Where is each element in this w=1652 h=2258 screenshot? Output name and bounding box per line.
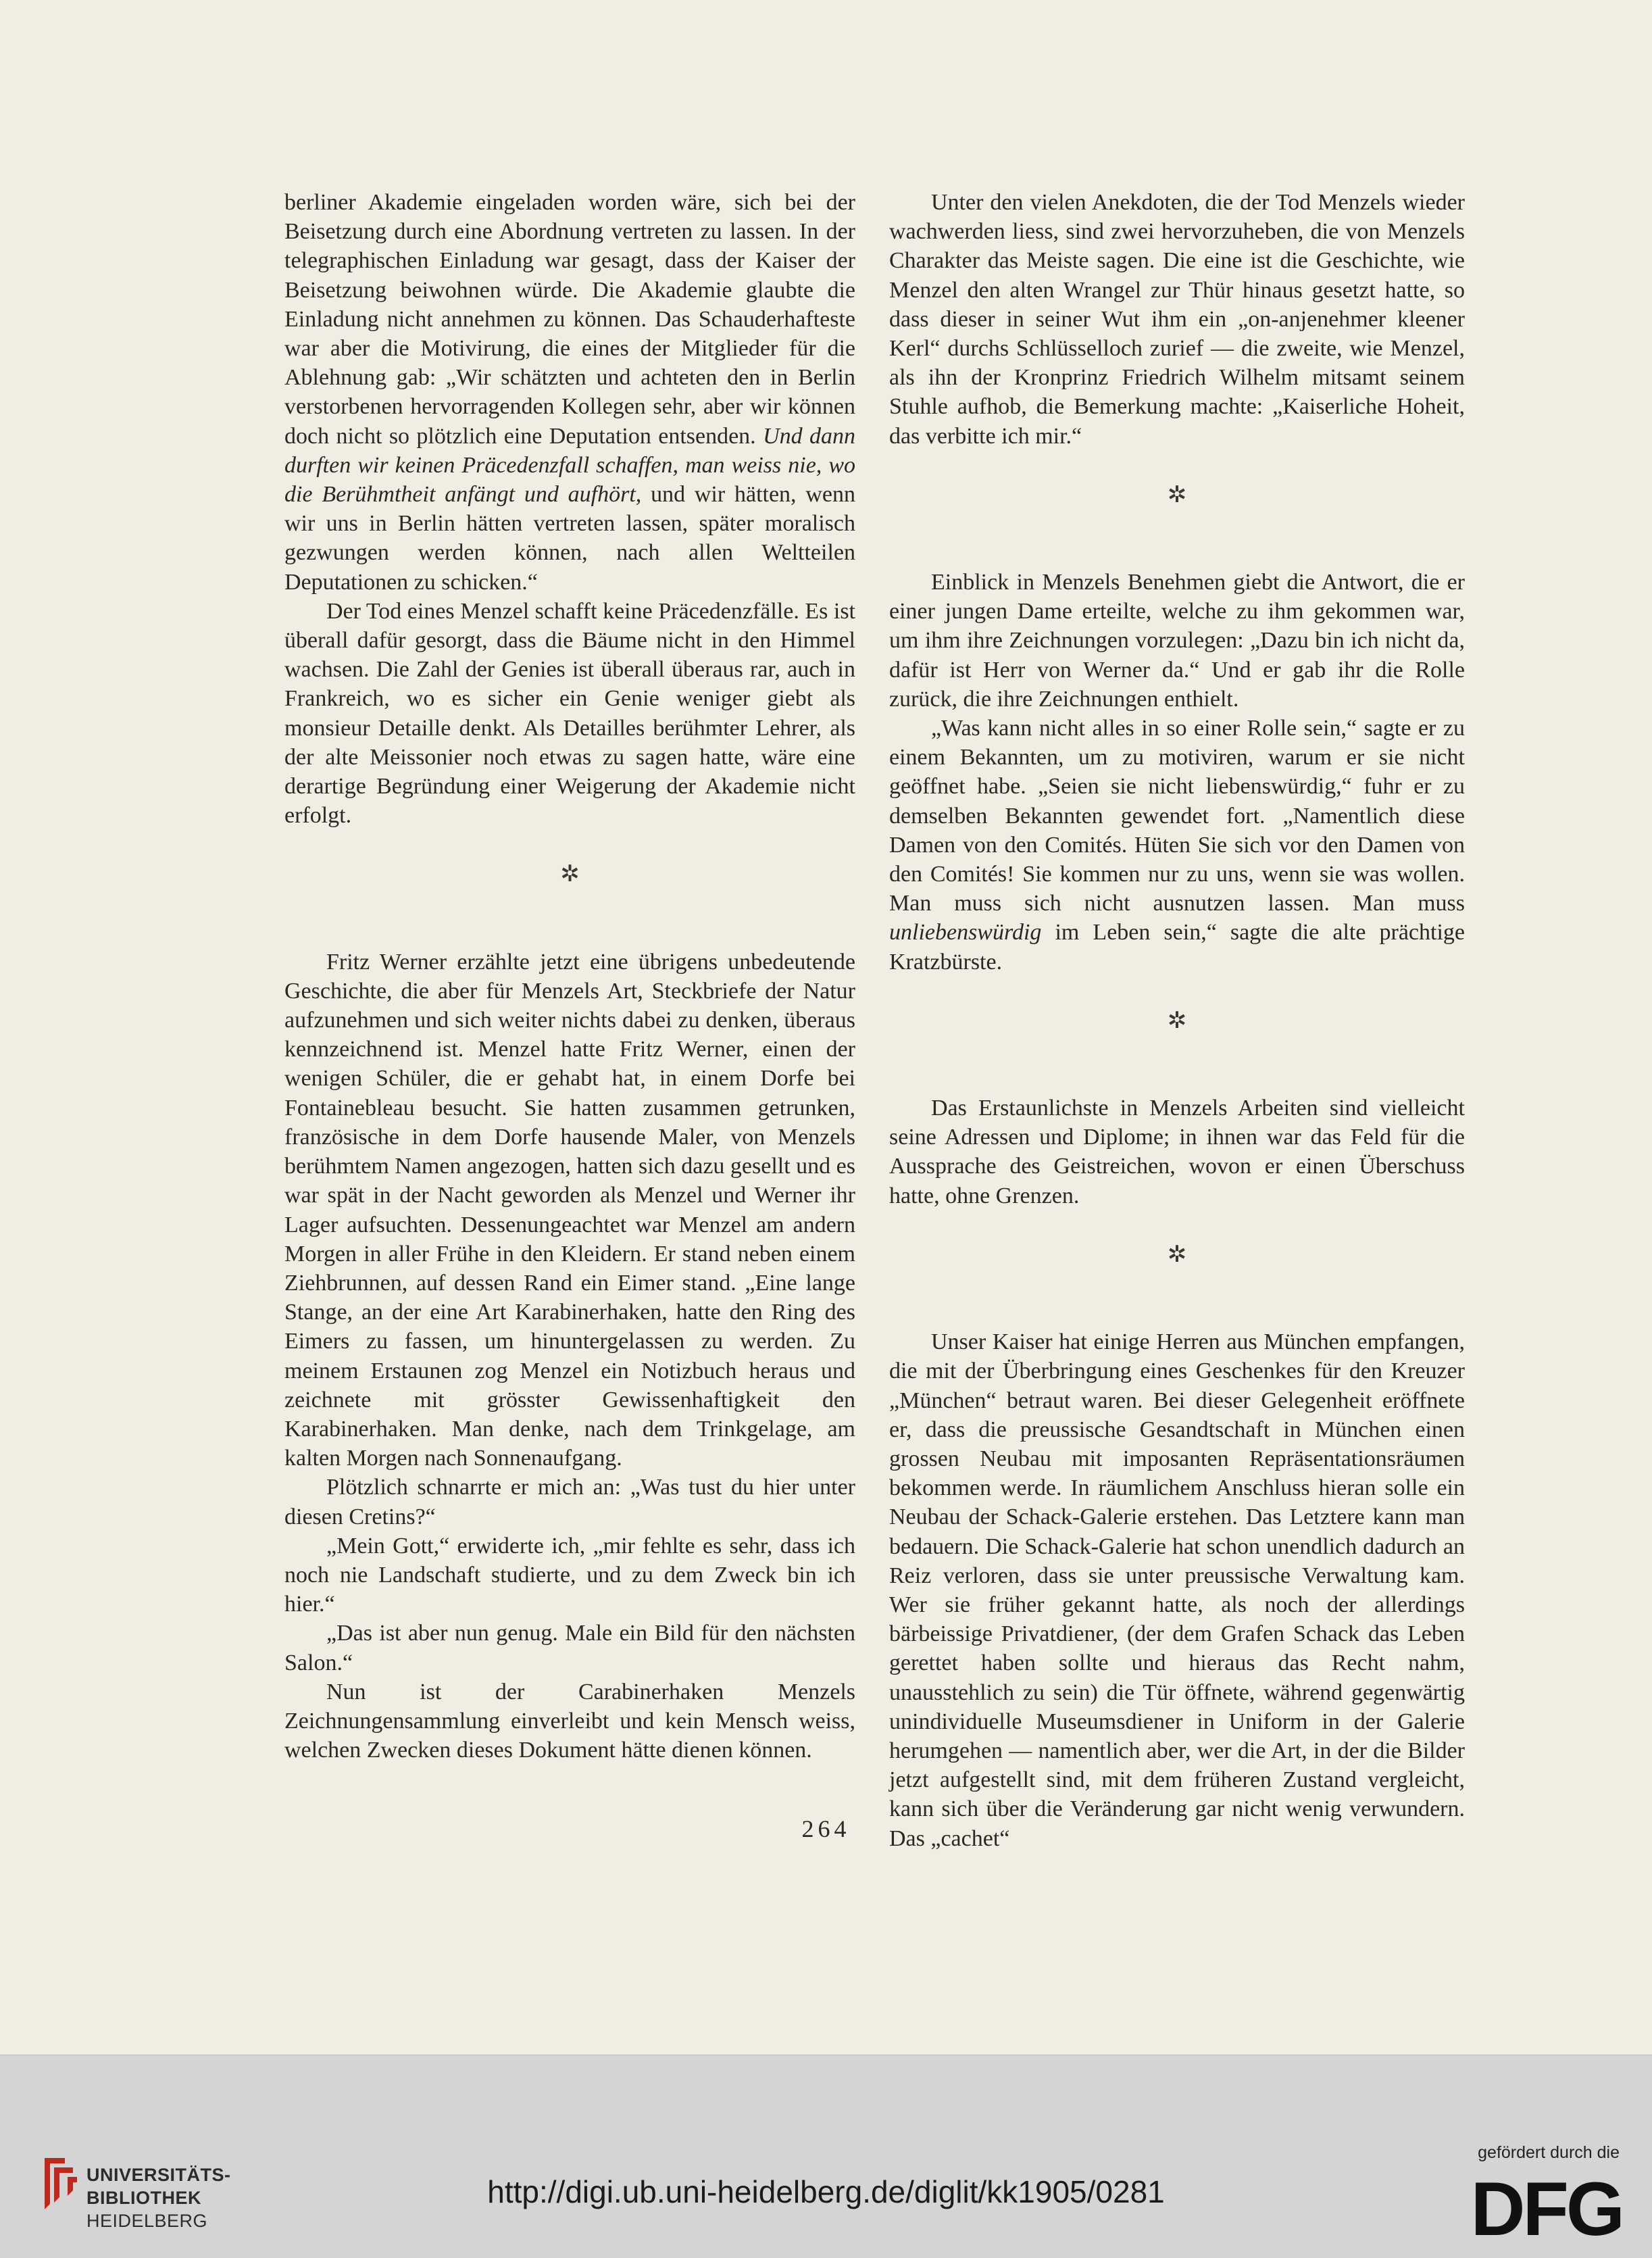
paragraph: Der Tod eines Menzel schafft keine Präcedenzfälle. Es ist überall dafür gesorgt, dass die Bäume nicht in den Himmel wachsen. Die Zahl der Genies ist überall überaus rar, auch in Frankreich, wo es sicher ein Genie weniger giebt als monsieur Detaille denkt. Als Detailles berühmter Lehrer, als der alte Meissonier noch etwas zu sagen hatte, wäre eine derartige Begründung einer Weigerung der Akademie nicht erfolgt. [284, 598, 855, 829]
dfg-logo: DFG [1470, 2167, 1622, 2251]
left-text-column [284, 188, 855, 1765]
paragraph: berliner Akademie eingeladen worden wäre, sich bei der Beisetzung durch eine Abordnung vertreten zu lassen. In der telegraphischen Einladung war gesagt, dass der Kaiser der Beisetzung beiwohnen würde. Die Akademie glaubte die Einladung nicht annehmen zu können. Das Schauderhafteste war aber die Motivirung, die eines der Mitglieder für die Ablehnung gab: „Wir schätzten und achteten den in Berlin verstorbenen hervorragenden Kollegen sehr, aber wir können doch nicht so plötzlich eine Deputation entsenden. Und dann durften wir keinen Präcedenzfall schaffen, man weiss nie, wo die Berühmtheit anfängt und aufhört, und wir hätten, wenn wir uns in Berlin hätten vertreten lassen, später moralisch gezwungen werden können, nach allen Weltteilen Deputationen zu schicken.“ [284, 190, 855, 595]
library-name-line2: BIBLIOTHEK [86, 2188, 201, 2208]
permalink-url[interactable]: http://digi.ub.uni-heidelberg.de/diglit/kk1905/0281 [487, 2174, 1165, 2209]
page-number: 264 [801, 1815, 851, 1842]
paragraph: Fritz Werner erzählte jetzt eine übrigens unbedeutende Geschichte, die aber für Menzels Art, Steckbriefe der Natur aufzunehmen und sich weiter nichts dabei zu denken, überaus kennzeichnend ist. Menzel hatte Fritz Werner, einen der wenigen Schüler, die er gehabt hat, in einem Dorfe bei Fontainebleau besucht. Sie hatten zusammen getrunken, französische in dem Dorfe hausende Maler, von Menzels berühmtem Namen angezogen, hatten sich dazu gesellt und es war spät in der Nacht geworden als Menzel und Werner ihr Lager aufsuchten. Dessenungeachtet war Menzel am andern Morgen in aller Frühe in den Kleidern. Er stand neben einem Ziehbrunnen, auf dessen Rand ein Eimer stand. „Eine lange Stange, an der eine Art Karabinerhaken, hatte den Ring des Eimers zu fassen, um hinuntergelassen zu werden. Zu meinem Erstaunen zog Menzel ein Notizbuch heraus und zeichnete mit grösster Gewissenhaftigkeit den Karabinerhaken. Man denke, nach dem Trinkgelage, am kalten Morgen nach Sonnenaufgang. [284, 949, 855, 1471]
section-ornament: ✲ [560, 862, 580, 887]
library-name-line3: HEIDELBERG [86, 2211, 208, 2231]
paragraph: Das Erstaunlichste in Menzels Arbeiten sind vielleicht seine Adressen und Diplome; in ihnen war das Feld für die Aussprache des Geistreichen, wovon er einen Überschuss hatte, ohne Grenzen. [889, 1096, 1465, 1208]
paragraph: Nun ist der Carabinerhaken Menzels Zeichnungensammlung einverleibt und kein Mensch weiss, welchen Zwecken dieses Dokument hätte dienen können. [284, 1679, 855, 1763]
paragraph: Unser Kaiser hat einige Herren aus München empfangen, die mit der Überbringung eines Geschenkes für den Kreuzer „München“ betraut waren. Bei dieser Gelegenheit eröffnete er, dass die preussische Gesandtschaft in München einen grossen Neubau mit imposanten Repräsentationsräumen bekommen werde. In räumlichem Anschluss hieran solle ein Neubau der Schack-Galerie erstehen. Das Letztere kann man bedauern. Die Schack-Galerie hat schon unendlich dadurch an Reiz verloren, dass sie unter preussische Verwaltung kam. Wer sie früher gekannt hatte, als noch der allerdings bärbeissige Privatdiener, (der dem Grafen Schack das Leben gerettet haben sollte und hieraus das Recht nahm, unausstehlich zu sein) die Tür öffnete, während gegenwärtig unindividuelle Museumsdiener in Uniform in der Galerie herumgehen — namentlich aber, wer die Art, in der die Bilder jetzt aufgestellt sind, mit dem früheren Zustand vergleicht, kann sich über die Veränderung gar nicht wenig verwundern. Das „cachet“ [889, 1329, 1465, 1851]
section-ornament: ✲ [1167, 1008, 1187, 1033]
library-name-line1: UNIVERSITÄTS- [86, 2165, 231, 2185]
paragraph: „Das ist aber nun genug. Male ein Bild für den nächsten Salon.“ [284, 1621, 855, 1675]
paragraph: „Mein Gott,“ erwiderte ich, „mir fehlte es sehr, dass ich noch nie Landschaft studierte, und zu dem Zweck bin ich hier.“ [284, 1533, 855, 1617]
funded-by-label: gefördert durch die [1478, 2143, 1620, 2162]
paragraph: Einblick in Menzels Benehmen giebt die Antwort, die er einer jungen Dame erteilte, welche zu ihm gekommen war, um ihm ihre Zeichnungen vorzulegen: „Dazu bin ich nicht da, dafür ist Herr von Werner da.“ Und er gab ihr die Rolle zurück, die ihre Zeichnungen enthielt. [889, 570, 1465, 712]
paragraph: „Was kann nicht alles in so einer Rolle sein,“ sagte er zu einem Bekannten, um zu motiviren, warum er sie nicht geöffnet habe. „Seien sie nicht liebenswürdig,“ fuhr er zu demselben Bekannten gewendet fort. „Namentlich diese Damen von den Comités. Hüten Sie sich vor den Damen von den Comités! Sie kommen nur zu uns, wenn sie was wollen. Man muss sich nicht ausnutzen lassen. Man muss unliebenswürdig im Leben sein,“ sagte die alte prächtige Kratzbürste. [889, 716, 1465, 975]
viewer-footer [0, 2055, 1652, 2258]
paragraph: Plötzlich schnarrte er mich an: „Was tust du hier unter diesen Cretins?“ [284, 1475, 855, 1529]
paragraph: Unter den vielen Anekdoten, die der Tod Menzels wieder wachwerden liess, sind zwei hervorzuheben, die von Menzels Charakter das Meiste sagen. Die eine ist die Geschichte, wie Menzel den alten Wrangel zur Thür hinaus gesetzt hatte, so dass dieser in seiner Wut ihm ein „on-anjenehmer kleener Kerl“ durchs Schlüsselloch zurief — die zweite, wie Menzel, als ihn der Kronprinz Friedrich Wilhelm mitsamt seinem Stuhle aufhob, die Bemerkung machte: „Kaiserliche Hoheit, das verbitte ich mir.“ [889, 190, 1465, 449]
right-text-column [889, 188, 1465, 1853]
section-ornament: ✲ [1167, 482, 1187, 508]
section-ornament: ✲ [1167, 1242, 1187, 1267]
